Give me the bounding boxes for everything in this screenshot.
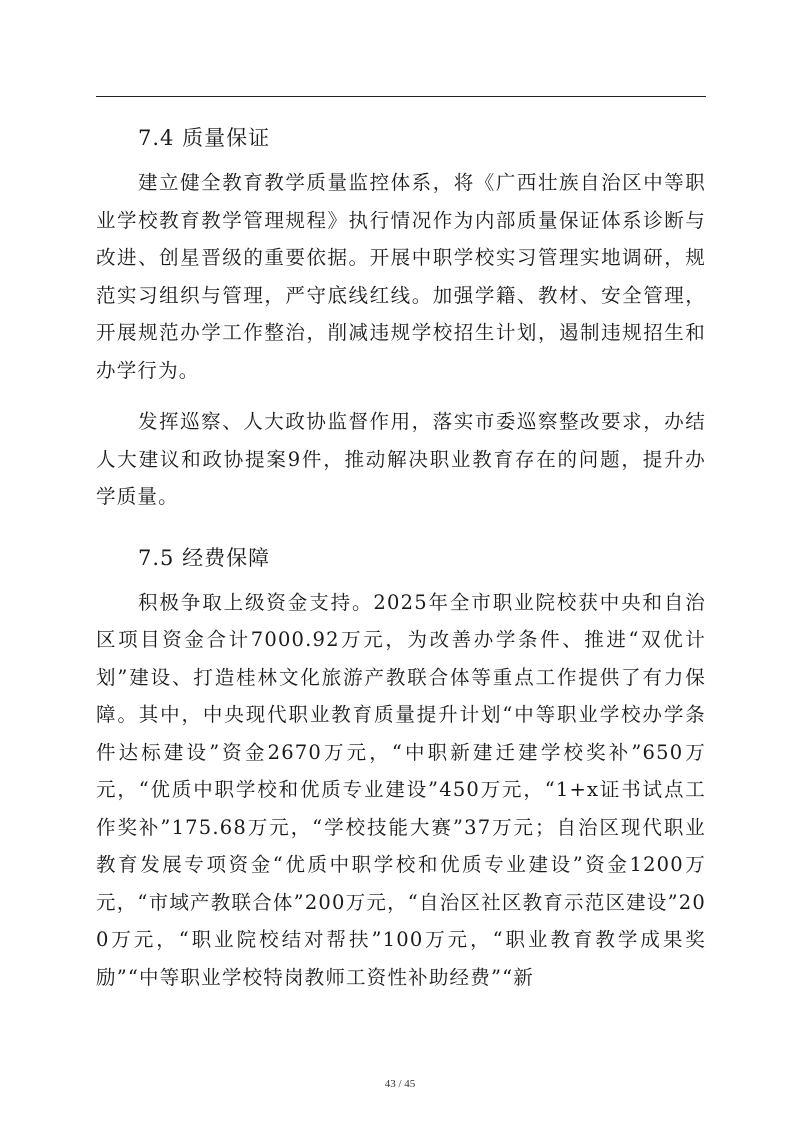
page-content — [96, 112, 706, 996]
page-number: 43 / 45 — [384, 1078, 416, 1090]
paragraph: 积极争取上级资金支持。2025年全市职业院校获中央和自治区项目资金合计7000.92万元，为改善办学条件、推进“双优计划”建设、打造桂林文化旅游产教联合体等重点工作提供了有力保障。其中，中央现代职业教育质量提升计划“中等职业学校办学条件达标建设”资金2670万元，“中职新建迁建学校奖补”650万元，“优质中职学校和优质专业建设”450万元，“1+x证书试点工作奖补”175.68万元，“学校技能大赛”37万元；自治区现代职业教育发展专项资金“优质中职学校和优质专业建设”资金1200万元，“市域产教联合体”200万元，“自治区社区教育示范区建设”200万元，“职业院校结对帮扶”100万元，“职业教育教学成果奖励”“中等职业学校特岗教师工资性补助经费”“新 — [96, 590, 706, 989]
paragraph: 发挥巡察、人大政协监督作用，落实市委巡察整改要求，办结人大建议和政协提案9件，推动解决职业教育存在的问题，提升办学质量。 — [96, 410, 706, 508]
section-heading-funding-guarantee: 7.5 经费保障 — [138, 545, 271, 570]
paragraph: 建立健全教育教学质量监控体系，将《广西壮族自治区中等职业学校教育教学管理规程》执行情况作为内部质量保证体系诊断与改进、创星晋级的重要依据。开展中职学校实习管理实地调研，规范实习组织与管理，严守底线红线。加强学籍、教材、安全管理，开展规范办学工作整治，削减违规学校招生计划，遏制违规招生和办学行为。 — [96, 171, 706, 382]
header-rule — [96, 96, 706, 97]
section-heading-quality-assurance: 7.4 质量保证 — [138, 126, 271, 150]
